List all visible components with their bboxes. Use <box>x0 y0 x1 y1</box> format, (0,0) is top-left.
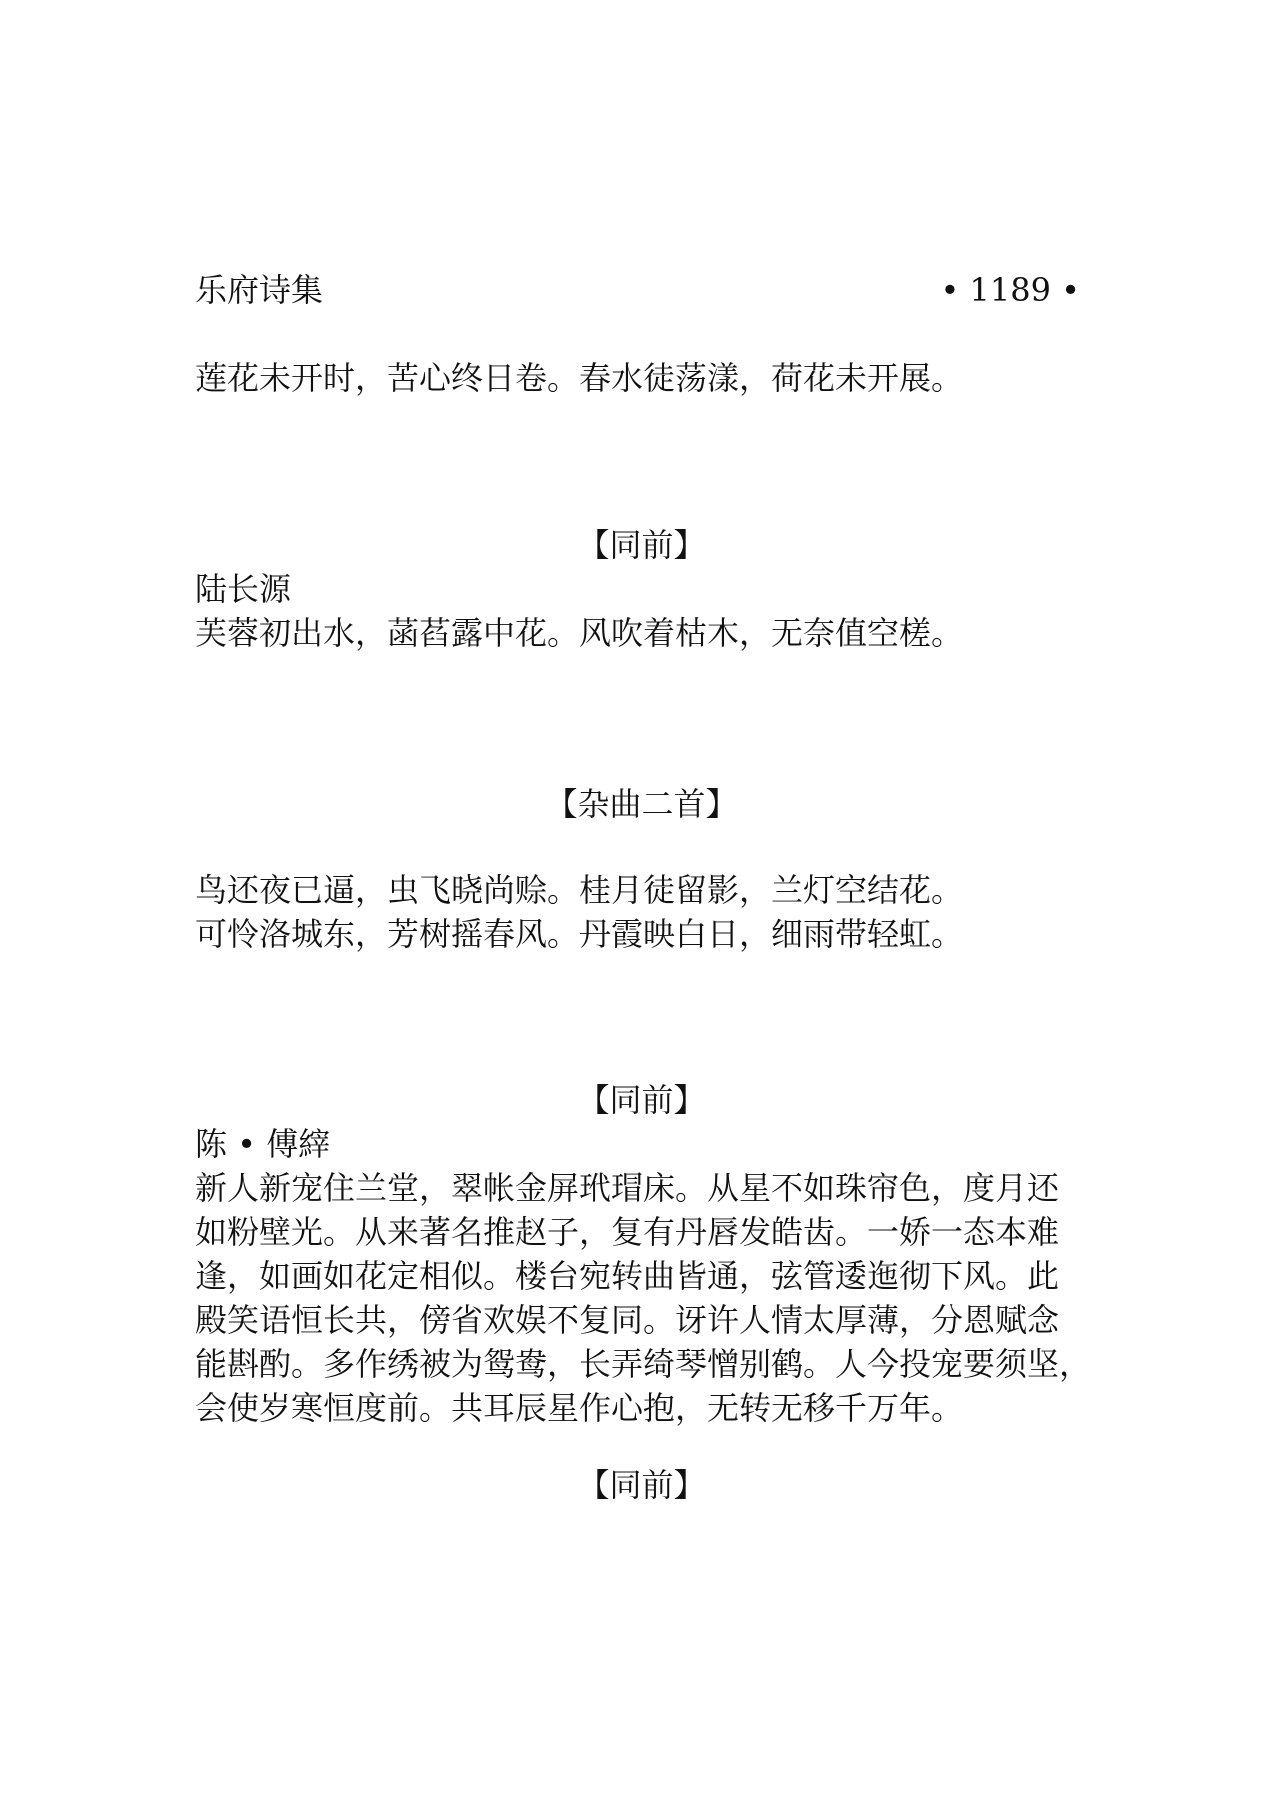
poem-line: 鸟还夜已逼，虫飞晓尚赊。桂月徒留影，兰灯空结花。 <box>195 871 964 909</box>
poem-paragraph <box>195 1166 1095 1430</box>
intro-line: 莲花未开时，苦心终日卷。春水徒荡漾，荷花未开展。 <box>195 359 964 397</box>
poem-line: 会使岁寒恒度前。共耳辰星作心抱，无转无移千万年。 <box>195 1389 964 1427</box>
section-title: 【同前】 <box>577 1466 706 1504</box>
section-title: 【同前】 <box>577 526 706 564</box>
poem-line: 如粉壁光。从来著名推赵子，复有丹唇发皓齿。一娇一态本难 <box>195 1213 1060 1251</box>
poem-line: 新人新宠住兰堂，翠帐金屏玳瑁床。从星不如珠帘色，度月还 <box>195 1169 1060 1207</box>
book-title: 乐府诗集 <box>195 271 324 309</box>
section-author: 陈 • 傅縡 <box>195 1125 331 1163</box>
poem-line: 芙蓉初出水，菡萏露中花。风吹着枯木，无奈值空槎。 <box>195 614 964 652</box>
page-number: • 1189 • <box>940 271 1080 309</box>
poem-line: 逢，如画如花定相似。楼台宛转曲皆通，弦管逶迤彻下风。此 <box>195 1257 1060 1295</box>
section-author: 陆长源 <box>195 570 292 608</box>
section-title: 【同前】 <box>577 1081 706 1119</box>
section-title: 【杂曲二首】 <box>545 785 738 823</box>
poem-line: 能斟酌。多作绣被为鸳鸯，长弄绮琴憎别鹤。人今投宠要须坚， <box>195 1345 1092 1383</box>
poem-line: 殿笑语恒长共，傍省欢娱不复同。讶许人情太厚薄，分恩赋念 <box>195 1301 1060 1339</box>
poem-line: 可怜洛城东，芳树摇春风。丹霞映白日，细雨带轻虹。 <box>195 915 964 953</box>
